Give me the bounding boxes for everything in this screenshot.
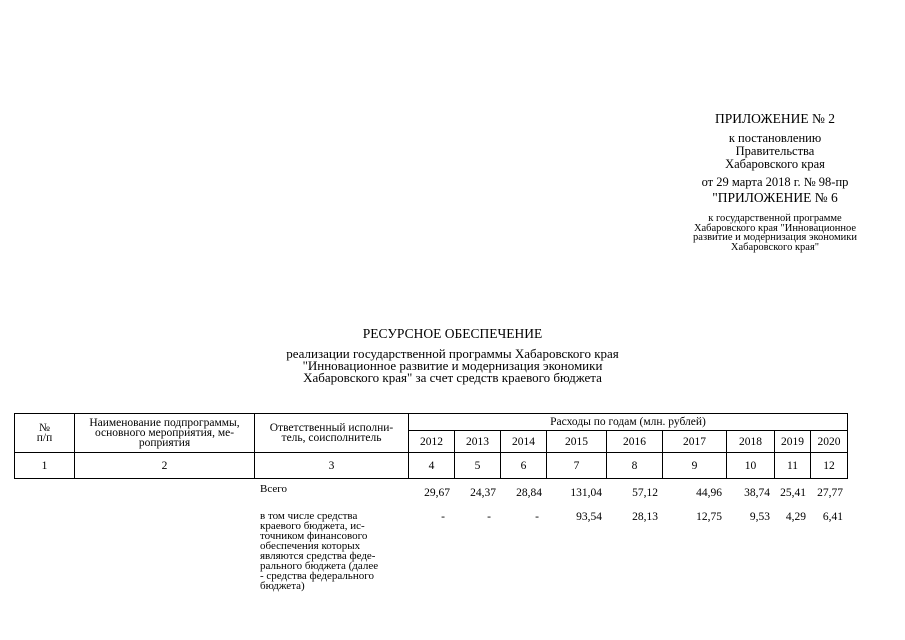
table-cell: 28,84	[516, 487, 542, 499]
header-year: 2020	[811, 431, 848, 453]
appendix-line: Хабаровского края	[725, 157, 825, 171]
header-year: 2018	[727, 431, 775, 453]
header-num: № п/п	[15, 414, 75, 453]
header-year: 2017	[663, 431, 727, 453]
document-subtitle	[200, 348, 705, 384]
column-number: 12	[811, 453, 848, 479]
column-number: 1	[15, 453, 75, 479]
table-cell: -	[535, 511, 539, 523]
table-row	[0, 511, 905, 525]
appendix-line-2: Хабаровского края"	[730, 241, 820, 253]
column-number: 10	[727, 453, 775, 479]
table-cell: -	[487, 511, 491, 523]
column-number: 6	[501, 453, 547, 479]
column-number: 2	[75, 453, 255, 479]
table-cell: 57,12	[632, 487, 658, 499]
column-number: 8	[607, 453, 663, 479]
appendix-date: от 29 марта 2018 г. № 98-пр	[701, 175, 849, 189]
table-row-label: Всего	[260, 483, 287, 495]
table-cell: 28,13	[632, 511, 658, 523]
table-row-label: в том числе средства краевого бюджета, ис- точником финансового обеспечения которых являются средства феде- рального бюджета (далее - средства федерального бюджета)	[260, 510, 379, 592]
appendix-line-2: развитие и модернизация экономики	[693, 232, 857, 243]
subtitle-line: реализации государственной программы Хабаровского края	[286, 346, 619, 361]
subtitle-line: Хабаровского края" за счет средств краевого бюджета	[303, 370, 602, 385]
table-cell: 93,54	[576, 511, 602, 523]
table-row	[0, 487, 905, 501]
appendix-block	[660, 112, 890, 252]
header-year: 2013	[455, 431, 501, 453]
table-cell: 38,74	[744, 487, 770, 499]
appendix-title: ПРИЛОЖЕНИЕ № 2	[714, 111, 836, 126]
header-year: 2014	[501, 431, 547, 453]
header-executor: Ответственный исполни- тель, соисполнитель	[255, 414, 409, 453]
header-year: 2015	[547, 431, 607, 453]
table-cell: 27,77	[817, 487, 843, 499]
appendix-line: Правительства	[735, 144, 815, 158]
resource-table	[14, 413, 848, 479]
appendix-line-2: Хабаровского края "Инновационное	[693, 222, 857, 234]
table-cell: 29,67	[424, 487, 450, 499]
table-cell: 6,41	[822, 511, 843, 523]
column-number: 3	[255, 453, 409, 479]
table-cell: 25,41	[780, 487, 806, 499]
column-number: 11	[775, 453, 811, 479]
column-number: 7	[547, 453, 607, 479]
appendix-title-2: "ПРИЛОЖЕНИЕ № 6	[712, 190, 838, 205]
table-cell: 12,75	[696, 511, 722, 523]
header-year: 2012	[409, 431, 455, 453]
table-cell: -	[441, 511, 445, 523]
table-cell: 24,37	[470, 487, 496, 499]
table-cell: 131,04	[570, 487, 602, 499]
document-title: РЕСУРСНОЕ ОБЕСПЕЧЕНИЕ	[362, 326, 543, 341]
header-expenses: Расходы по годам (млн. рублей)	[409, 414, 848, 431]
appendix-line-2: к государственной программе	[708, 213, 842, 224]
header-year: 2016	[607, 431, 663, 453]
subtitle-line: "Инновационное развитие и модернизация экономики	[302, 358, 603, 373]
header-name: Наименование подпрограммы, основного мероприятия, ме- роприятия	[75, 414, 255, 453]
column-number: 9	[663, 453, 727, 479]
header-year: 2019	[775, 431, 811, 453]
table-cell: 9,53	[749, 511, 770, 523]
table-cell: 44,96	[696, 487, 722, 499]
column-number: 4	[409, 453, 455, 479]
appendix-line: к постановлению	[728, 131, 822, 145]
column-number: 5	[455, 453, 501, 479]
table-cell: 4,29	[785, 511, 806, 523]
